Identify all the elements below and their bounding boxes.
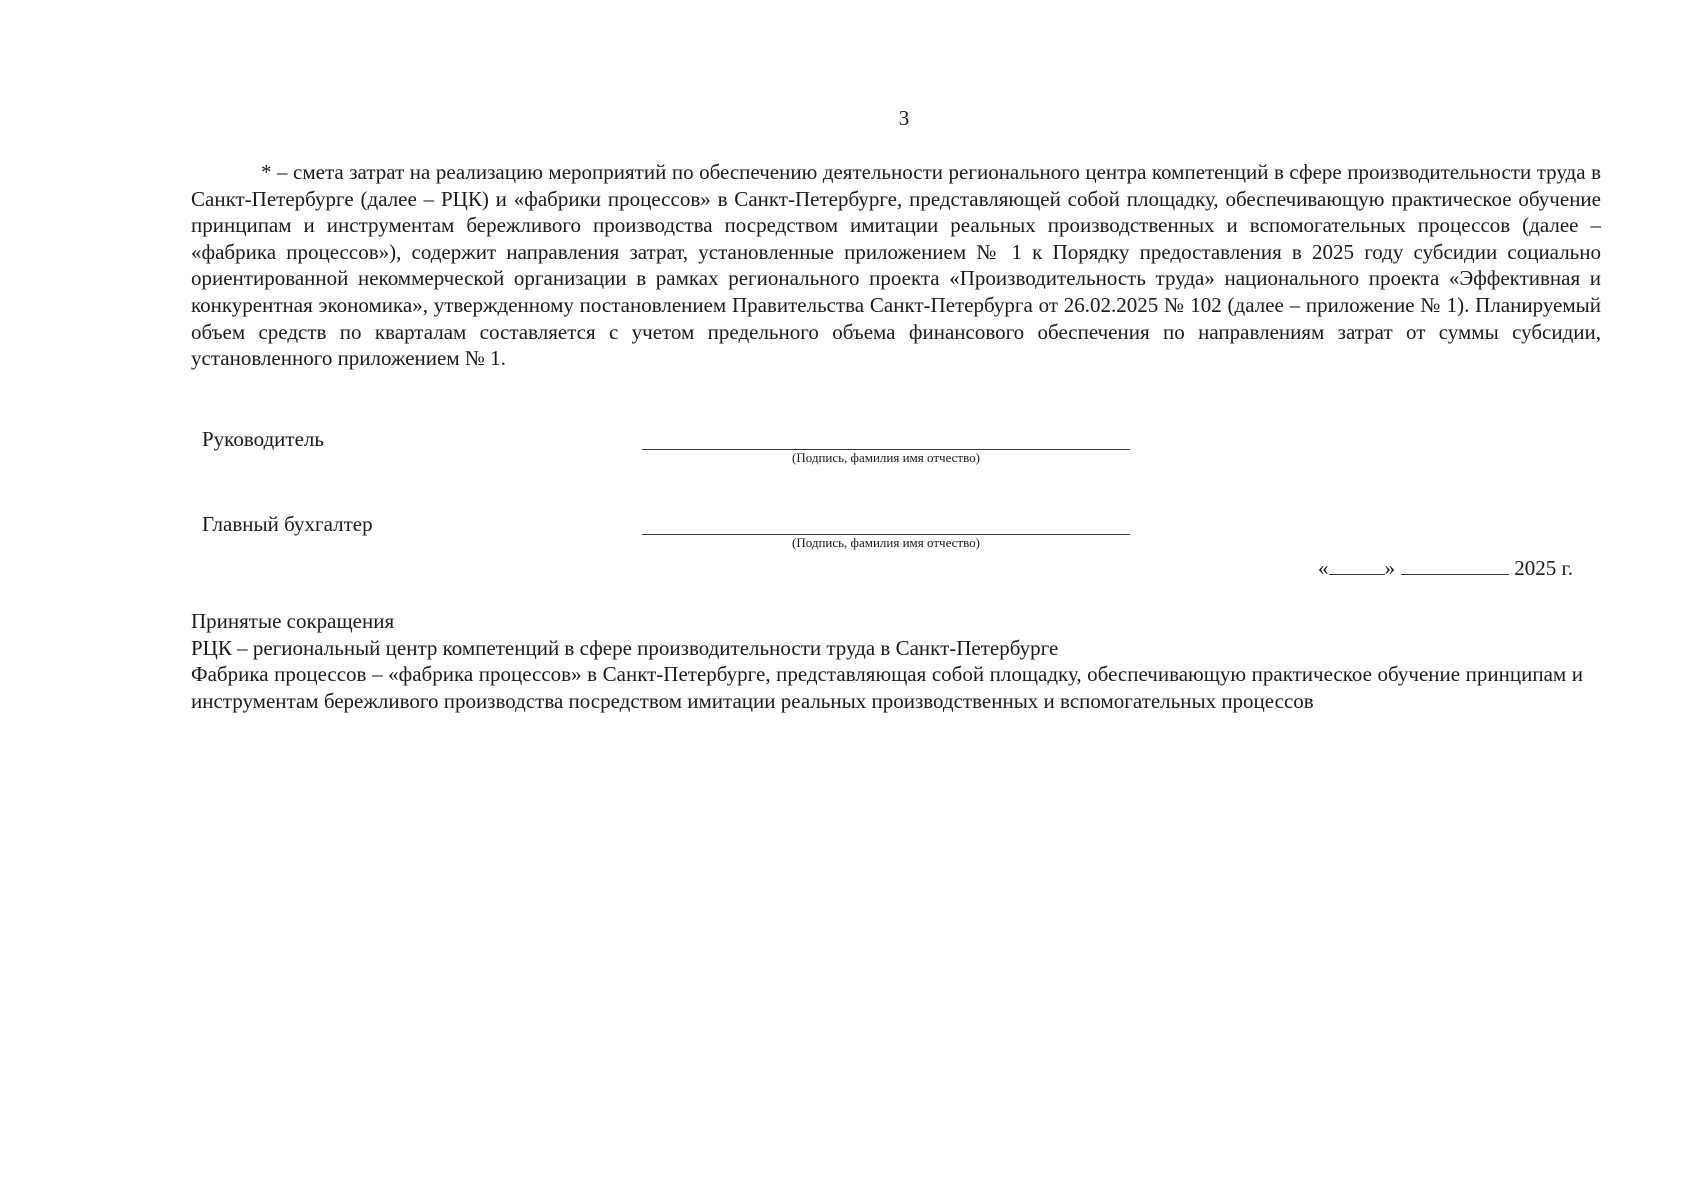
date-year: 2025 г. [1514, 556, 1573, 580]
abbreviation-item: РЦК – региональный центр компетенций в сфере производительности труда в Санкт-Петербурге [191, 635, 1059, 660]
date-day-blank [1329, 574, 1385, 575]
date-month-blank [1401, 574, 1509, 575]
director-signature-block [0, 427, 1698, 487]
director-signature-caption: (Подпись, фамилия имя отчество) [791, 450, 980, 465]
director-role-label: Руководитель [202, 427, 324, 451]
date-line [1318, 556, 1573, 581]
accountant-signature-caption: (Подпись, фамилия имя отчество) [791, 535, 980, 550]
abbreviation-item: Фабрика процессов – «фабрика процессов» в Санкт-Петербурге, представляющая собой площадку, обеспечивающую практическое обучение принципам и инструментам бережливого производства посредством имитации реальных производственных и вспомогательных процессов [191, 662, 1583, 713]
date-close-quote: » [1384, 556, 1395, 580]
footnote-paragraph: * – смета затрат на реализацию мероприятий по обеспечению деятельности регионального центра компетенций в сфере производительности труда в Санкт-Петербурге (далее – РЦК) и «фабрики процессов» в Санкт-Петербурге, представляющей собой площадку, обеспечивающую практическое обучение принципам и инструментам бережливого производства посредством имитации реальных производственных и вспомогательных процессов (далее – «фабрика процессов»), содержит направления затрат, установленные приложением № 1 к Порядку предоставления в 2025 году субсидии социально ориентированной некоммерческой организации в рамках регионального проекта «Производительность труда» национального проекта «Эффективная и конкурентная экономика», утвержденному постановлением Правительства Санкт-Петербурга от 26.02.2025 № 102 (далее – приложение № 1). Планируемый объем средств по кварталам составляется с учетом предельного объема финансового обеспечения по направлениям затрат от суммы субсидии, установленного приложением № 1. [191, 160, 1601, 371]
abbreviations-heading: Принятые сокращения [191, 609, 395, 633]
accountant-role-label: Главный бухгалтер [202, 512, 373, 536]
page-number: 3 [898, 106, 910, 130]
date-open-quote: « [1318, 556, 1329, 580]
abbreviations-section [191, 608, 1583, 714]
